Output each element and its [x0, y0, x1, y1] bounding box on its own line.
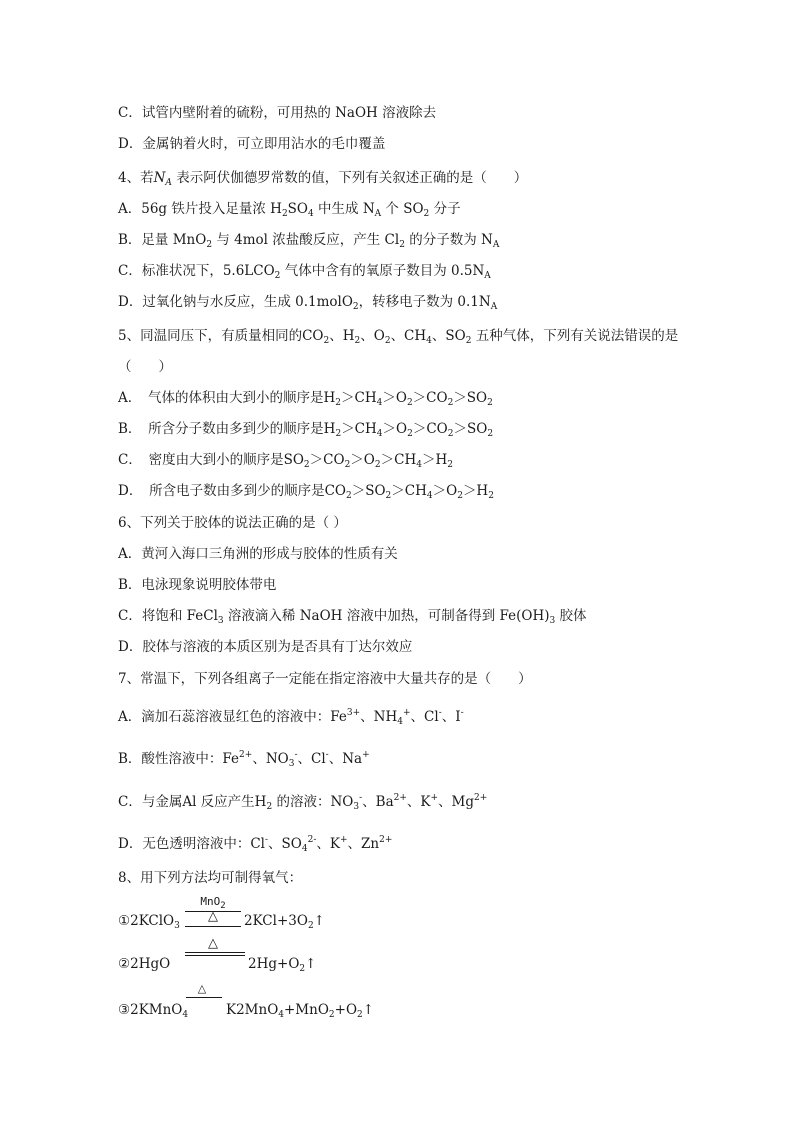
q7-option-b: B．酸性溶液中：$Fe^{2+}$、$NO_3^-$、Cl-、Na+: [118, 750, 370, 769]
reaction-1-reactant: ①2KClO$_3$: [118, 913, 180, 931]
q7-option-c: C．与金属Al 反应产生$H_2$ 的溶液：$NO_3^-$、$Ba^{2+}$、K+、$Mg^{2+}$: [118, 793, 488, 812]
reaction-3-product: $K2MnO_4+MnO_2+O_2↑$: [226, 1002, 375, 1020]
q7-option-a: A．滴加石蕊溶液显红色的溶液中：$Fe^{3+}$、$NH_4^+$、Cl-、I-: [118, 708, 464, 727]
q6-option-b: B．电泳现象说明胶体带电: [118, 577, 277, 593]
q4-stem: 4、若$N_A$ 表示阿伏伽德罗常数的值，下列有关叙述正确的是（ ）: [118, 170, 528, 188]
reaction-2-reactant: ②2HgO: [118, 956, 171, 972]
q6-stem: 6、下列关于胶体的说法正确的是（ ）: [118, 515, 347, 531]
q6-option-a: A．黄河入海口三角洲的形成与胶体的性质有关: [118, 546, 398, 562]
reaction-1-heat: △: [208, 909, 218, 924]
q8-reaction-1: [118, 895, 518, 935]
q4-option-b: B．足量 MnO$_2$ 与 4mol 浓盐酸反应，产生 $Cl_2$ 的分子数为 $N_A$: [118, 232, 500, 250]
q5-option-b: B． 所含分子数由多到少的顺序是$H_2>CH_4>O_2>CO_2>SO_2$: [118, 421, 494, 439]
reaction-2-heat: △: [208, 936, 218, 951]
q5-stem-bracket: （ ）: [118, 359, 172, 375]
q7-option-d: D．无色透明溶液中：Cl-、$SO_4^{2-}$、K+、$Zn^{2+}$: [118, 835, 393, 854]
q5-option-a: A． 气体的体积由大到小的顺序是$H_2>CH_4>O_2>CO_2>SO_2$: [118, 390, 493, 408]
reaction-2-product: $2Hg+O_2↑$: [248, 956, 317, 974]
reaction-3-bar: [186, 997, 222, 998]
reaction-3-heat: △: [197, 982, 207, 995]
q3-option-c: C．试管内壁附着的硫粉，可用热的 NaOH 溶液除去: [118, 105, 437, 121]
reaction-1-catalyst: MnO$_2$: [200, 895, 226, 911]
q5-stem: 5、同温同压下，有质量相同的$CO_2$、$H_2$、$O_2$、$CH_4$、$SO_2$ 五种气体，下列有关说法错误的是: [118, 328, 679, 346]
q7-stem: 7、常温下，下列各组离子一定能在指定溶液中大量共存的是（ ）: [118, 671, 532, 687]
q8-reaction-3: [118, 982, 518, 1022]
reaction-2-bar: [185, 952, 245, 956]
q4-option-a: A．56g 铁片投入足量浓 $H_2SO_4$ 中生成 $N_A$ 个 $SO_2$ 分子: [118, 201, 461, 219]
reaction-3-reactant: ③2KMnO$_4$: [118, 1002, 189, 1020]
reaction-1-product: $2KCl+3O_2↑$: [244, 913, 325, 931]
q6-option-c: C．将饱和 FeCl$_3$ 溶液滴入稀 NaOH 溶液中加热，可制备得到 $Fe(OH)_3$ 胶体: [118, 608, 587, 626]
q5-option-c: C． 密度由大到小的顺序是$SO_2>CO_2>O_2>CH_4>H_2$: [118, 452, 453, 470]
reaction-1-bar-bottom: [185, 926, 241, 927]
q4-option-c: C．标准状况下，$5.6LCO_2$ 气体中含有的氧原子数目为 $0.5N_A$: [118, 263, 491, 281]
q6-option-d: D．胶体与溶液的本质区别为是否具有丁达尔效应: [118, 639, 413, 655]
q8-stem: 8、用下列方法均可制得氧气：: [118, 870, 303, 886]
q5-option-d: D． 所含电子数由多到少的顺序是$CO_2>SO_2>CH_4>O_2>H_2$: [118, 483, 494, 501]
q4-option-d: D．过氧化钠与水反应，生成 0.1molO$_2$，转移电子数为 $0.1N_A$: [118, 294, 498, 312]
q8-reaction-2: [118, 936, 518, 976]
q3-option-d: D．金属钠着火时，可立即用沾水的毛巾覆盖: [118, 136, 386, 152]
